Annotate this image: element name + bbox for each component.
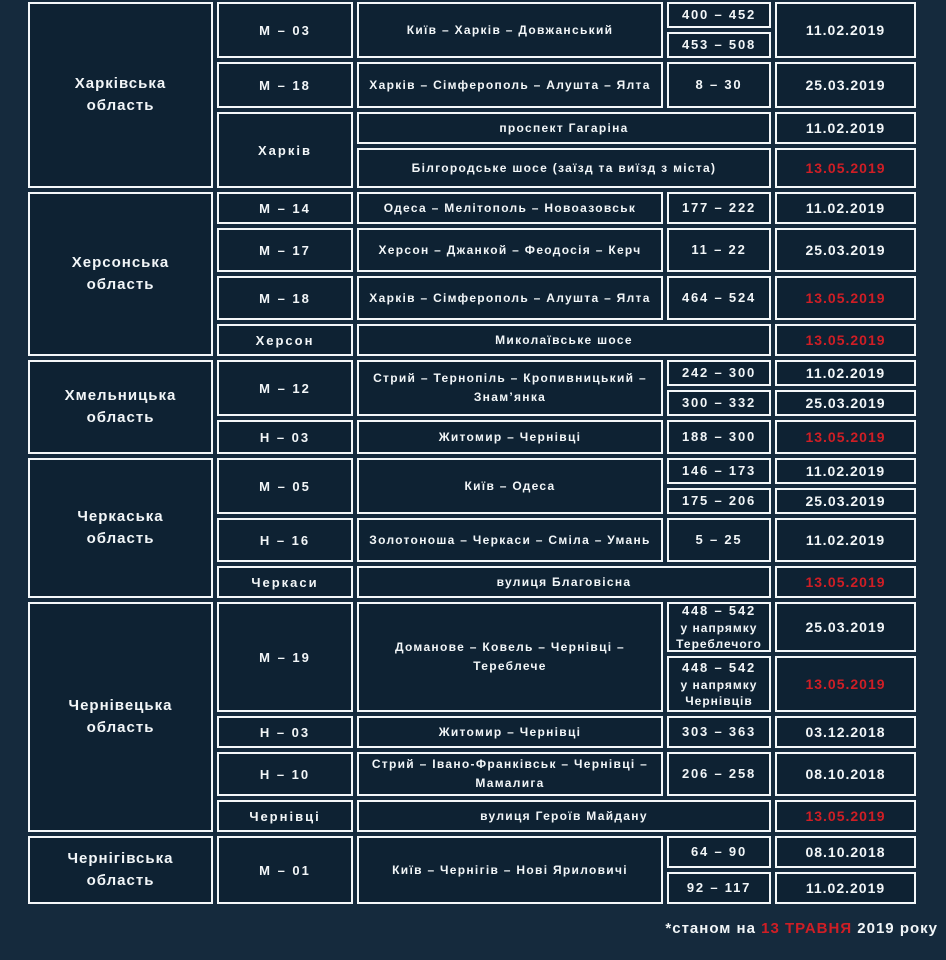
route-cell: Житомир – Чернівці [357,420,663,454]
section-khmelnytska [28,360,916,454]
date-cell: 13.05.2019 [775,420,916,454]
km-range-cell [667,602,771,652]
date-cell: 08.10.2018 [775,836,916,868]
road-cell: Н – 03 [217,716,353,748]
road-cell: М – 19 [217,602,353,712]
region-cell [28,836,213,904]
date-cell: 11.02.2019 [775,112,916,144]
date-cell: 11.02.2019 [775,518,916,562]
section-grid [217,458,916,598]
road-cell: Н – 16 [217,518,353,562]
section-cherkaska [28,458,916,598]
route-cell: Доманове – Ковель – Чернівці – Тереблече [357,602,663,712]
date-cell: 03.12.2018 [775,716,916,748]
date-cell: 13.05.2019 [775,656,916,712]
region-cell [28,192,213,356]
km-range-cell: 303 – 363 [667,716,771,748]
section-khersonska [28,192,916,356]
km-range-cell: 400 – 452 [667,2,771,28]
date-cell: 25.03.2019 [775,62,916,108]
date-cell: 25.03.2019 [775,390,916,416]
km-range-cell: 206 – 258 [667,752,771,796]
section-grid [217,2,916,188]
route-cell: вулиця Благовісна [357,566,771,598]
route-cell: Золотоноша – Черкаси – Сміла – Умань [357,518,663,562]
route-cell: Стрий – Івано-Франківськ – Чернівці – Мамалига [357,752,663,796]
route-cell: Київ – Харків – Довжанський [357,2,663,58]
city-cell: Харків [217,112,353,188]
km-range-cell: 92 – 117 [667,872,771,904]
km-range: 448 – 542 [681,659,757,675]
route-cell: Білгородське шосе (заїзд та виїзд з міста) [357,148,771,188]
km-range-cell: 11 – 22 [667,228,771,272]
road-cell: Н – 10 [217,752,353,796]
region-cell [28,2,213,188]
road-cell: М – 05 [217,458,353,514]
route-cell: Миколаївське шосе [357,324,771,356]
km-range-cell: 8 – 30 [667,62,771,108]
date-cell: 25.03.2019 [775,228,916,272]
date-cell: 25.03.2019 [775,602,916,652]
km-range-cell: 453 – 508 [667,32,771,58]
region-label: Чернігівська область [67,850,174,889]
city-cell: Херсон [217,324,353,356]
section-grid [217,192,916,356]
date-cell: 11.02.2019 [775,2,916,58]
route-cell: Харків – Сімферополь – Алушта – Ялта [357,62,663,108]
km-range-cell: 242 – 300 [667,360,771,386]
road-cell: М – 17 [217,228,353,272]
footnote-highlight: 13 ТРАВНЯ [761,920,853,937]
section-chernihivska [28,836,916,904]
city-cell: Чернівці [217,800,353,832]
section-kharkivska [28,2,916,188]
city-cell: Черкаси [217,566,353,598]
km-range-cell: 300 – 332 [667,390,771,416]
km-range-cell: 146 – 173 [667,458,771,484]
date-cell: 13.05.2019 [775,800,916,832]
route-cell: Херсон – Джанкой – Феодосія – Керч [357,228,663,272]
date-cell: 25.03.2019 [775,488,916,514]
region-cell [28,602,213,832]
date-cell: 08.10.2018 [775,752,916,796]
date-cell: 11.02.2019 [775,458,916,484]
route-cell: Харків – Сімферополь – Алушта – Ялта [357,276,663,320]
section-grid [217,360,916,454]
road-cell: М – 12 [217,360,353,416]
date-cell: 11.02.2019 [775,872,916,904]
route-cell: Одеса – Мелітополь – Новоазовськ [357,192,663,224]
date-cell: 13.05.2019 [775,324,916,356]
region-cell [28,360,213,454]
date-cell: 13.05.2019 [775,148,916,188]
road-cell: М – 03 [217,2,353,58]
date-cell: 11.02.2019 [775,192,916,224]
section-chernivetska [28,602,916,832]
route-cell: Житомир – Чернівці [357,716,663,748]
section-grid [217,602,916,832]
region-cell [28,458,213,598]
km-range-cell: 188 – 300 [667,420,771,454]
region-label: Харківська область [74,75,167,114]
km-range-cell: 64 – 90 [667,836,771,868]
region-label: Хмельницька область [64,387,177,426]
km-range: 448 – 542 [681,602,757,618]
date-cell: 11.02.2019 [775,360,916,386]
km-direction-note: у напрямку Тереблечого [676,620,762,652]
region-label: Херсонська область [71,254,170,293]
route-cell: Київ – Одеса [357,458,663,514]
km-range-cell [667,656,771,712]
footnote [0,920,946,937]
region-label: Чернівецька область [68,697,173,736]
section-grid [217,836,916,904]
route-cell: Київ – Чернігів – Нові Яриловичі [357,836,663,904]
road-cell: Н – 03 [217,420,353,454]
footnote-prefix: *станом на [665,920,756,937]
road-cell: М – 18 [217,276,353,320]
route-cell: вулиця Героїв Майдану [357,800,771,832]
date-cell: 13.05.2019 [775,276,916,320]
footnote-suffix: 2019 року [857,920,938,937]
region-label: Черкаська область [77,508,164,547]
km-direction-note: у напрямку Чернівців [680,677,758,709]
road-cell: М – 14 [217,192,353,224]
km-range-cell: 5 – 25 [667,518,771,562]
km-range-cell: 464 – 524 [667,276,771,320]
road-cell: М – 01 [217,836,353,904]
road-cell: М – 18 [217,62,353,108]
route-cell: Стрий – Тернопіль – Кропивницький – Знам’янка [357,360,663,416]
km-range-cell: 177 – 222 [667,192,771,224]
km-range-cell: 175 – 206 [667,488,771,514]
date-cell: 13.05.2019 [775,566,916,598]
route-cell: проспект Гагаріна [357,112,771,144]
